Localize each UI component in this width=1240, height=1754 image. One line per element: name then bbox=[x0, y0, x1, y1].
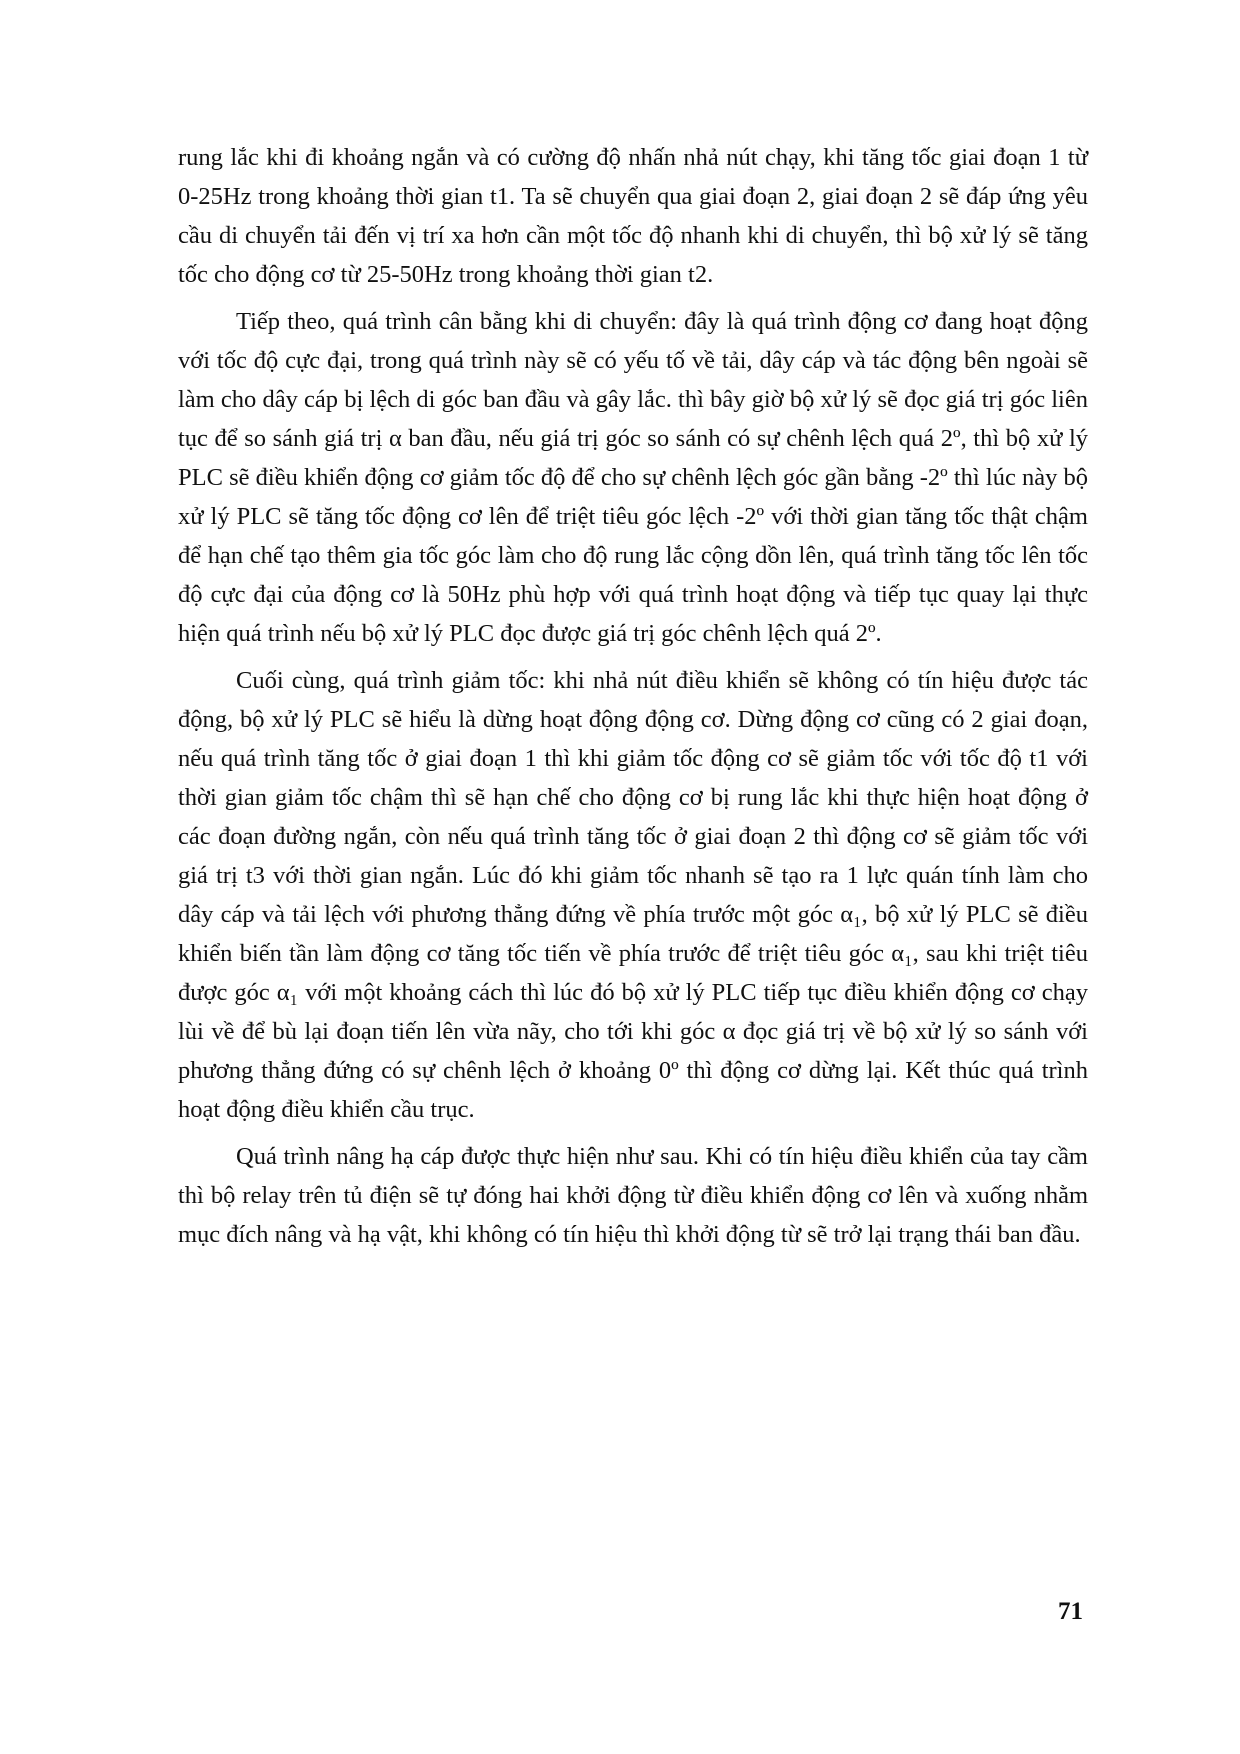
page-content bbox=[178, 138, 1088, 1262]
paragraph-4: Quá trình nâng hạ cáp được thực hiện như sau. Khi có tín hiệu điều khiển của tay cầm thì bộ relay trên tủ điện sẽ tự đóng hai khởi động từ điều khiển động cơ lên và xuống nhằm mục đích nâng và hạ vật, khi không có tín hiệu thì khởi động từ sẽ trở lại trạng thái ban đầu. bbox=[178, 1143, 1088, 1248]
paragraph-3: Cuối cùng, quá trình giảm tốc: khi nhả nút điều khiển sẽ không có tín hiệu được tác động, bộ xử lý PLC sẽ hiểu là dừng hoạt động động cơ. Dừng động cơ cũng có 2 giai đoạn, nếu quá trình tăng tốc ở giai đoạn 1 thì khi giảm tốc động cơ sẽ giảm tốc với tốc độ t1 với thời gian giảm tốc chậm thì sẽ hạn chế cho động cơ bị rung lắc khi thực hiện hoạt động ở các đoạn đường ngắn, còn nếu quá trình tăng tốc ở giai đoạn 2 thì động cơ sẽ giảm tốc với giá trị t3 với thời gian ngắn. Lúc đó khi giảm tốc nhanh sẽ tạo ra 1 lực quán tính làm cho dây cáp và tải lệch với phương thẳng đứng về phía trước một góc α₁, bộ xử lý PLC sẽ điều khiển biến tần làm động cơ tăng tốc tiến về phía trước để triệt tiêu góc α₁, sau khi triệt tiêu được góc α₁ với một khoảng cách thì lúc đó bộ xử lý PLC tiếp tục điều khiển động cơ chạy lùi về để bù lại đoạn tiến lên vừa nãy, cho tới khi góc α đọc giá trị về bộ xử lý so sánh với phương thẳng đứng có sự chênh lệch ở khoảng 0º thì động cơ dừng lại. Kết thúc quá trình hoạt động điều khiển cầu trục. bbox=[178, 667, 1088, 1123]
paragraph-2: Tiếp theo, quá trình cân bằng khi di chuyển: đây là quá trình động cơ đang hoạt động với tốc độ cực đại, trong quá trình này sẽ có yếu tố về tải, dây cáp và tác động bên ngoài sẽ làm cho dây cáp bị lệch di góc ban đầu và gây lắc. thì bây giờ bộ xử lý sẽ đọc giá trị góc liên tục để so sánh giá trị α ban đầu, nếu giá trị góc so sánh có sự chênh lệch quá 2º, thì bộ xử lý PLC sẽ điều khiển động cơ giảm tốc độ để cho sự chênh lệch góc gần bằng -2º thì lúc này bộ xử lý PLC sẽ tăng tốc động cơ lên để triệt tiêu góc lệch -2º với thời gian tăng tốc thật chậm để hạn chế tạo thêm gia tốc góc làm cho độ rung lắc cộng dồn lên, quá trình tăng tốc lên tốc độ cực đại của động cơ là 50Hz phù hợp với quá trình hoạt động và tiếp tục quay lại thực hiện quá trình nếu bộ xử lý PLC đọc được giá trị góc chênh lệch quá 2º. bbox=[178, 308, 1088, 647]
paragraph-1: rung lắc khi đi khoảng ngắn và có cường độ nhấn nhả nút chạy, khi tăng tốc giai đoạn 1 từ 0-25Hz trong khoảng thời gian t1. Ta sẽ chuyển qua giai đoạn 2, giai đoạn 2 sẽ đáp ứng yêu cầu di chuyển tải đến vị trí xa hơn cần một tốc độ nhanh khi di chuyển, thì bộ xử lý sẽ tăng tốc cho động cơ từ 25-50Hz trong khoảng thời gian t2. bbox=[178, 144, 1088, 288]
page-number: 71 bbox=[1058, 1598, 1083, 1625]
